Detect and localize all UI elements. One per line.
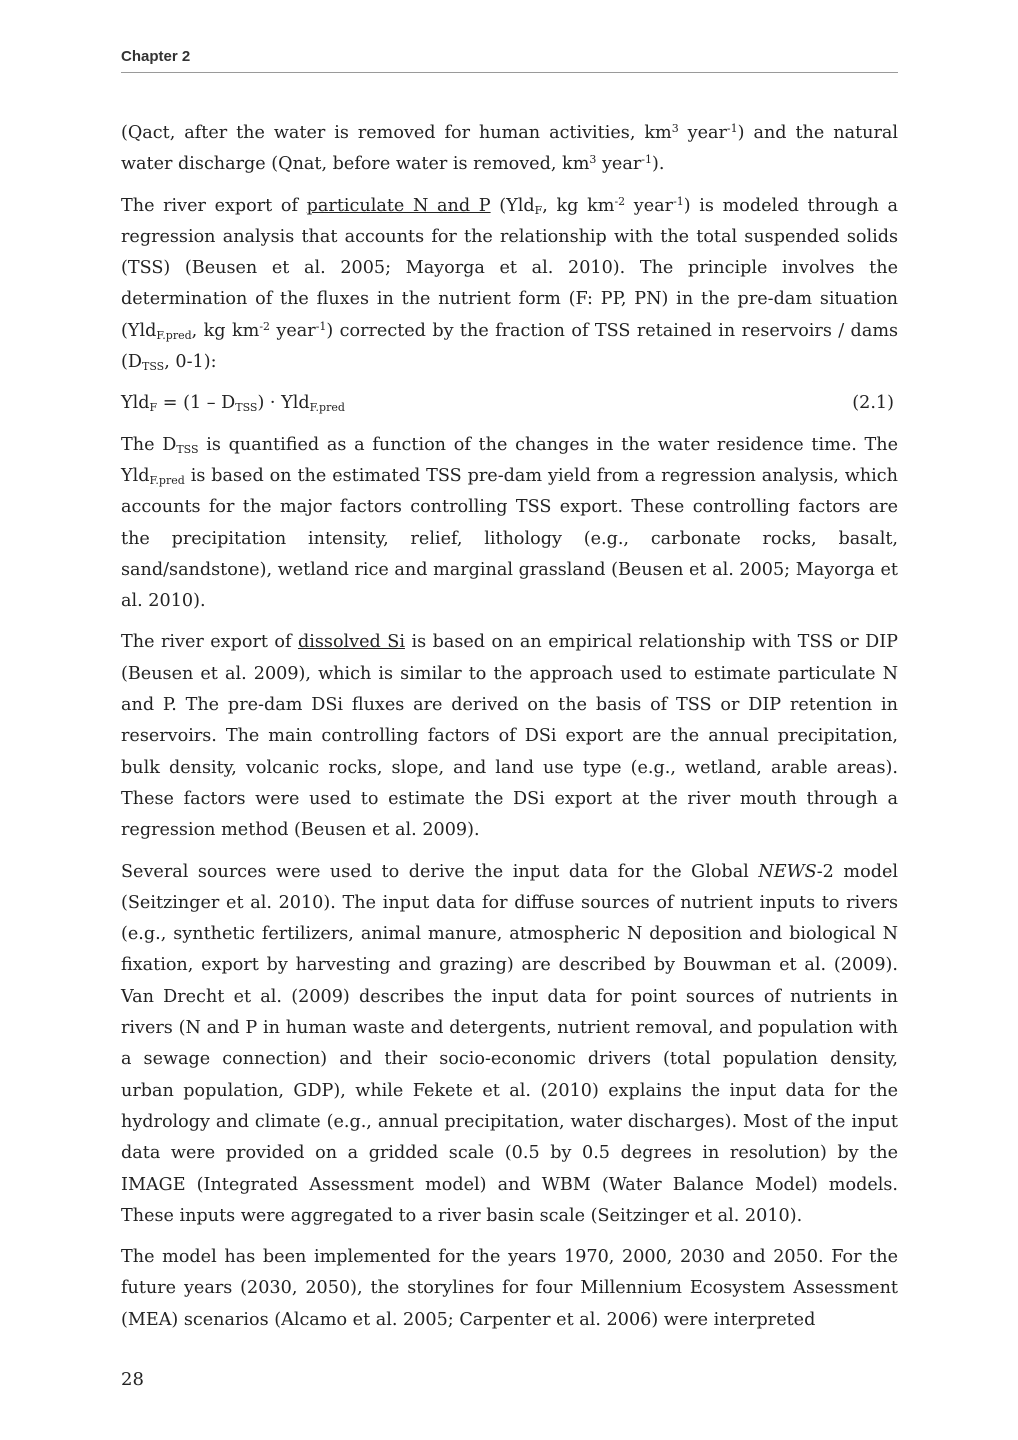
- paragraph-dissolved-si: The river export of dissolved Si is based on an empirical relationship with TSS or DIP (Beusen et al. 2009), which is similar to the approach used to estimate particulate N and P. The pre-dam DSi fluxes are derived on the basis of TSS or DIP retention in reservoirs. The main controlling factors of DSi export are the annual precipitation, bulk density, volcanic rocks, slope, and land use type (e.g., wetland, arable areas). These factors were used to estimate the DSi export at the river mouth through a regression method (Beusen et al. 2009).: [121, 632, 898, 841]
- paragraph-model-years: The model has been implemented for the years 1970, 2000, 2030 and 2050. For the future years (2030, 2050), the storylines for four Millennium Ecosystem Assessment (MEA) scenarios (Alcamo et al. 2005; Carpenter et al. 2006) were interpreted: [121, 1247, 898, 1330]
- paragraph-particulate-export: The river export of particulate N and P (Yld$_F$, kg $km^{-2}$ year$^{-1}$) is modeled through a regression analysis that accounts for the relationship with the total suspended solids (TSS) (Beusen et al. 2005; Mayorga et al. 2010). The principle involves the determination of the fluxes in the nutrient form (F: PP, PN) in the pre-dam situation (Yld$_{F.pred}$, kg $km^{-2}$ year$^{-1}$) corrected by the fraction of TSS retained in reservoirs / dams ($D_{TSS}$, 0-1):: [121, 194, 899, 374]
- news-model-name: NEWS: [758, 861, 817, 882]
- page-number: 28: [121, 1369, 144, 1390]
- paragraph-dtss: The $D_{TSS}$ is quantified as a function of the changes in the water residence time. The Yld$_{F.pred}$ is based on the estimated TSS pre-dam yield from a regression analysis, which accounts for the major factors controlling TSS export. These controlling factors are the precipitation intensity, relief, lithology (e.g., carbonate rocks, basalt, sand/sandstone), wetland rice and marginal grassland (Beusen et al. 2005; Mayorga et al. 2010).: [121, 434, 898, 612]
- page-header: [121, 48, 898, 73]
- body-text: [121, 118, 898, 1346]
- equation-2-1: [121, 388, 898, 419]
- underlined-term-particulate: particulate N and P: [306, 195, 491, 216]
- underlined-term-dissolved-si: dissolved Si: [298, 632, 405, 653]
- equation-number: (2.1): [852, 393, 894, 414]
- paragraph-discharge: (Qact, after the water is removed for human activities, $km^3$ year$^{-1}$) and the natural water discharge (Qnat, before water is removed, $km^3$ year$^{-1}$).: [121, 122, 898, 175]
- chapter-title: Chapter 2: [121, 48, 191, 65]
- paragraph-input-data: Several sources were used to derive the input data for the Global NEWS-2 model (Seitzinger et al. 2010). The input data for diffuse sources of nutrient inputs to rivers (e.g., synthetic fertilizers, animal manure, atmospheric N deposition and biological N fixation, export by harvesting and grazing) are described by Bouwman et al. (2009). Van Drecht et al. (2009) describes the input data for point sources of nutrients in rivers (N and P in human waste and detergents, nutrient removal, and population with a sewage connection) and their socio-economic drivers (total population density, urban population, GDP), while Fekete et al. (2010) explains the input data for the hydrology and climate (e.g., annual precipitation, water discharges). Most of the input data were provided on a gridded scale (0.5 by 0.5 degrees in resolution) by the IMAGE (Integrated Assessment model) and WBM (Water Balance Model) models. These inputs were aggregated to a river basin scale (Seitzinger et al. 2010).: [121, 861, 898, 1226]
- equation-formula: $Yld_F = (1 - D_{TSS}) \cdot Yld_{F.pred}$: [121, 393, 345, 415]
